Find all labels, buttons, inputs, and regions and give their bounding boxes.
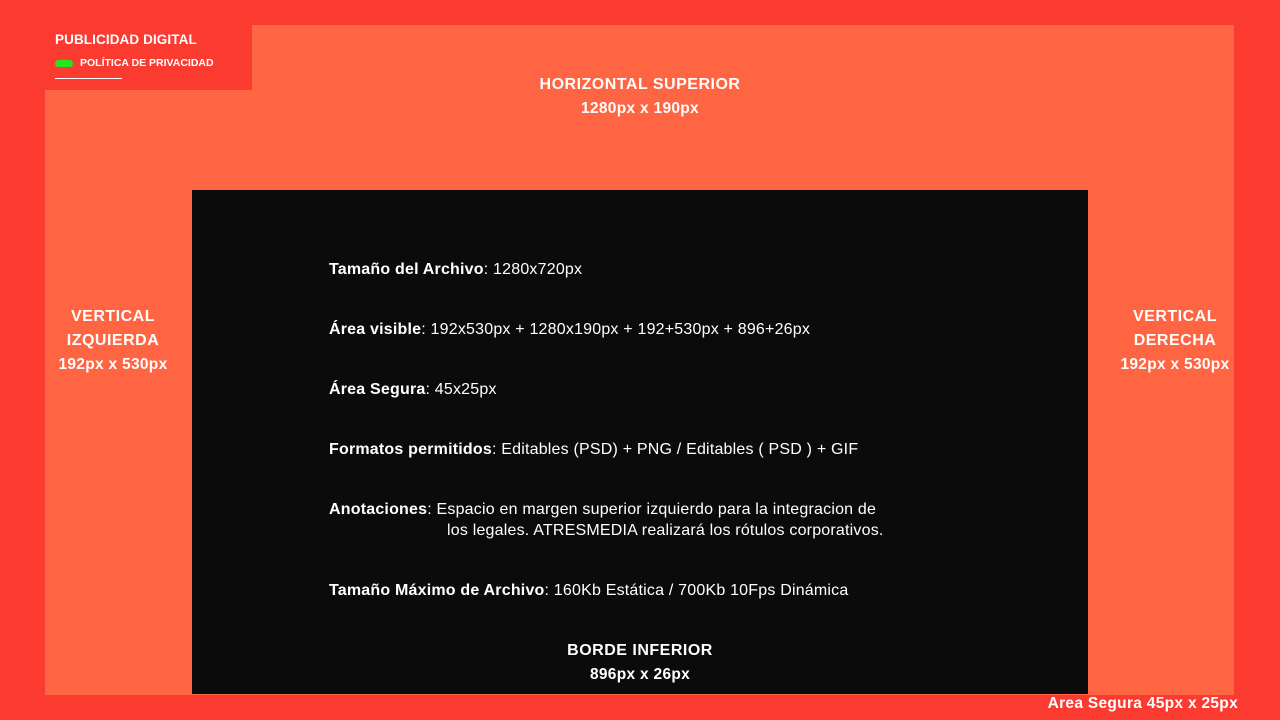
spec-value: : Espacio en margen superior izquierdo para la integracion de [427,501,877,518]
spec-safe-area [329,379,497,400]
left-zone-name-1: VERTICAL [71,308,155,325]
right-zone-size: 192px x 530px [1120,356,1230,373]
right-zone-label [1100,305,1250,377]
bottom-zone-name: BORDE INFERIOR [567,642,713,659]
spec-key: Anotaciones [329,501,428,518]
legal-title: PUBLICIDAD DIGITAL [55,32,197,47]
top-zone-size: 1280px x 190px [581,100,699,117]
spec-key: Tamaño del Archivo [329,261,484,278]
spec-key: Formatos permitidos [329,441,492,458]
left-zone-name-2: IZQUIERDA [66,332,160,349]
spec-value-continued: los legales. ATRESMEDIA realizará los rótulos corporativos. [447,522,884,539]
spec-key: Área visible [329,321,422,338]
bottom-zone-size: 896px x 26px [589,666,691,683]
green-pill-icon [55,60,73,67]
left-zone-size: 192px x 530px [58,356,168,373]
spec-visible-area [329,319,810,340]
safe-area-footer-label: Area Segura 45px x 25px [1047,695,1238,712]
privacy-link[interactable] [55,55,214,71]
top-zone-name: HORIZONTAL SUPERIOR [539,76,741,93]
right-zone-name-1: VERTICAL [1133,308,1217,325]
spec-max-file-size [329,580,848,601]
spec-value: : 45x25px [425,381,497,398]
spec-value: : 192x530px + 1280x190px + 192+530px + 896+26px [421,321,811,338]
right-zone-name-2: DERECHA [1133,332,1217,349]
left-zone-label [38,305,188,377]
spec-value: : Editables (PSD) + PNG / Editables ( PSD ) + GIF [491,441,859,458]
top-zone-label [440,73,840,121]
spec-key: Área Segura [329,381,426,398]
spec-formats [329,439,858,460]
spec-file-size [329,259,582,280]
spec-annotations [329,499,884,541]
spec-key: Tamaño Máximo de Archivo [329,582,545,599]
spec-value: : 1280x720px [483,261,583,278]
privacy-link-label: POLÍTICA DE PRIVACIDAD [80,57,214,69]
legal-divider [55,78,122,79]
spec-value: : 160Kb Estática / 700Kb 10Fps Dinámica [544,582,849,599]
bottom-zone-label [440,639,840,687]
